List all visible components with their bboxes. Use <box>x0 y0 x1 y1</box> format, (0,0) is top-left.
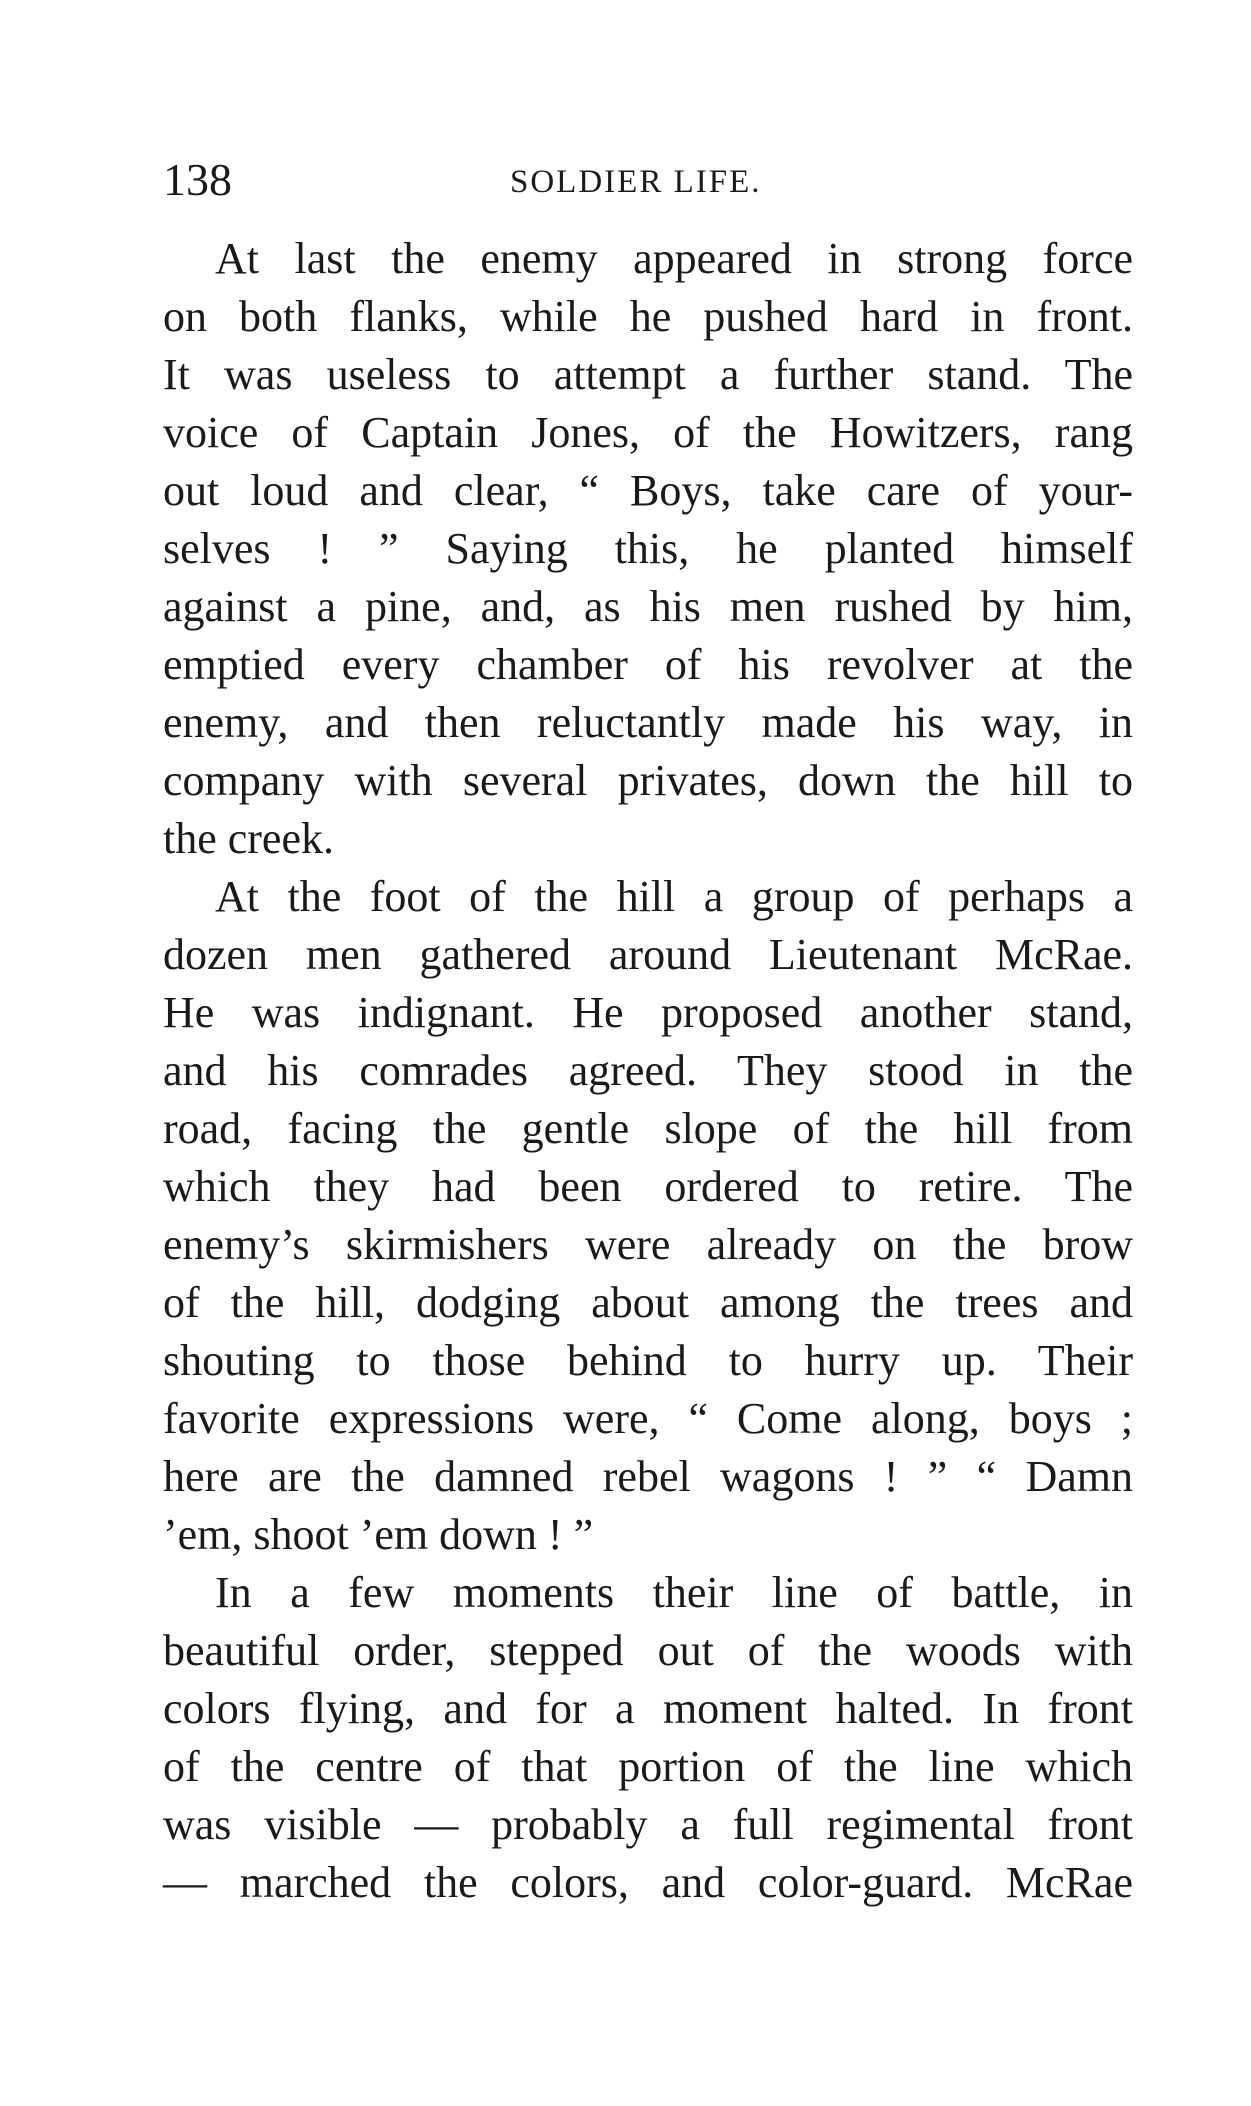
paragraph-2 <box>163 868 1133 1564</box>
text-line: was visible — probably a full regimental front <box>163 1800 1133 1849</box>
text-line: of the hill, dodging about among the trees and <box>163 1278 1133 1327</box>
text-line: against a pine, and, as his men rushed by him, <box>163 582 1133 631</box>
text-line: company with several privates, down the hill to <box>163 756 1133 805</box>
text-line: the creek. <box>163 814 334 863</box>
text-line: At last the enemy appeared in strong force <box>215 234 1133 283</box>
body-text <box>163 230 1133 1912</box>
text-line: out loud and clear, “ Boys, take care of your- <box>163 466 1133 515</box>
text-line: beautiful order, stepped out of the woods with <box>163 1626 1133 1675</box>
running-head <box>163 150 1133 210</box>
text-line: which they had been ordered to retire. The <box>163 1162 1133 1211</box>
text-line: favorite expressions were, “ Come along, boys ; <box>163 1394 1133 1443</box>
text-line: ’em, shoot ’em down ! ” <box>163 1510 594 1559</box>
text-line: dozen men gathered around Lieutenant McRae. <box>163 930 1133 979</box>
text-line: road, facing the gentle slope of the hill from <box>163 1104 1133 1153</box>
paragraph-1 <box>163 230 1133 868</box>
text-line: enemy, and then reluctantly made his way, in <box>163 698 1133 747</box>
text-line: It was useless to attempt a further stand. The <box>163 350 1133 399</box>
text-line: At the foot of the hill a group of perhaps a <box>215 872 1133 921</box>
text-line: shouting to those behind to hurry up. Their <box>163 1336 1133 1385</box>
text-line: He was indignant. He proposed another stand, <box>163 988 1133 1037</box>
text-line: here are the damned rebel wagons ! ” “ Damn <box>163 1452 1133 1501</box>
page-number: 138 <box>163 154 232 205</box>
text-line: and his comrades agreed. They stood in the <box>163 1046 1133 1095</box>
text-line: voice of Captain Jones, of the Howitzers, rang <box>163 408 1133 457</box>
text-line: on both flanks, while he pushed hard in front. <box>163 292 1133 341</box>
text-line: enemy’s skirmishers were already on the brow <box>163 1220 1133 1269</box>
text-line: of the centre of that portion of the line which <box>163 1742 1133 1791</box>
text-line: — marched the colors, and color-guard. McRae <box>163 1858 1133 1907</box>
running-title: SOLDIER LIFE. <box>510 164 762 200</box>
text-line: In a few moments their line of battle, in <box>215 1568 1133 1617</box>
text-line: colors flying, and for a moment halted. In front <box>163 1684 1133 1733</box>
paragraph-3 <box>163 1564 1133 1912</box>
text-line: emptied every chamber of his revolver at the <box>163 640 1133 689</box>
text-line: selves ! ” Saying this, he planted himself <box>163 524 1133 573</box>
